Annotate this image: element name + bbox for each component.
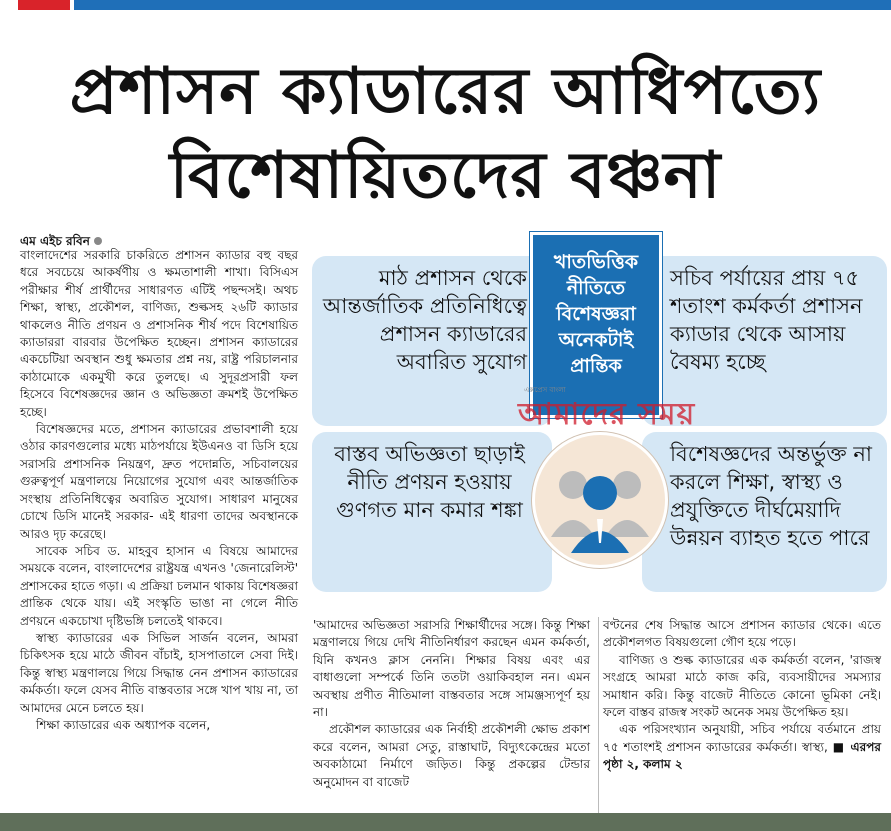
center-box: খাতভিত্তিক নীতিতে বিশেষজ্ঞরা অনেকটাই প্রান্তিক [530,232,662,418]
author-name: এম এইচ রবিন [20,234,90,248]
watermark-small-text: এক্সপ্রেস বাংলা [524,386,566,394]
paragraph: সাবেক সচিব ড. মাহবুব হাসান এ বিষয়ে আমাদের সময়কে বলেন, বাংলাদেশের রাষ্ট্রযন্ত্র এখনও 'জেনারেলিস্ট' প্রশাসকের হাতে গড়া। এ প্রক্রিয়া চলমান থাকায় বিশেষজ্ঞরা প্রান্তিক থেকে যায়। এই সংস্কৃতি ভাঙা না গেলে নীতি প্রণয়নে একচোখা দৃষ্টিভঙ্গি চলতেই থাকবে। [20,543,298,628]
continued-on-page: ■ এরপর পৃষ্ঠা ২, কলাম ২ [603,739,881,772]
paragraph: বিশেষজ্ঞদের মতে, প্রশাসন ক্যাডারের প্রভাবশালী হয়ে ওঠার কারণগুলোর মধ্যে মাঠপর্যায়ে ইউএনও বা ডিসি হয়ে সরাসরি প্রশাসনিক নিয়ন্ত্রণ, দ্রুত পদোন্নতি, সচিবালয়ের গুরুত্বপূর্ণ মন্ত্রণালয়ে নিয়োগের সুযোগ এবং আন্তর্জাতিক সংস্থায় প্রতিনিধিত্বের অবারিত সুযোগ। সাধারণ মানুষের চোখে ডিসি মানেই সরকার- এই ধারণা তাদের অবস্থানকে আরও দৃঢ় করেছে। [20,422,298,541]
paragraph: প্রকৌশল ক্যাডারের এক নির্বাহী প্রকৌশলী ক্ষোভ প্রকাশ করে বলেন, আমরা সেতু, রাস্তাঘাট, বিদ্যুৎকেন্দ্রের মতো অবকাঠামো নির্মাণে জড়িত। কিন্তু প্রকল্পের টেন্ডার অনুমোদন বা বাজেট [313,722,590,789]
point-top-right: সচিব পর্যায়ের প্রায় ৭৫ শতাংশ কর্মকর্তা প্রশাসন ক্যাডার থেকে আসায় বৈষম্য হচ্ছে [670,266,863,374]
point-top-left: মাঠ প্রশাসন থেকে আন্তর্জাতিক প্রতিনিধিত্বে প্রশাসন ক্যাডারের অবারিত সুযোগ [322,266,527,374]
top-bar-blue [74,0,891,10]
paragraph: বাণিজ্য ও শুল্ক ক্যাডারের এক কর্মকর্তা বলেন, 'রাজস্ব সংগ্রহে আমরা মাঠে কাজ করি, ব্যবসায়ীদের সমস্যার সমাধান করি। কিন্তু বাজেট নীতিতে কোনো ভূমিকা নেই। ফলে বাস্তব রাজস্ব সংকট অনেক সময় উপেক্ষিত হয়। [603,652,881,720]
team-icon [532,432,668,568]
headline [0,50,891,218]
paragraph-text: এক পরিসংখ্যান অনুযায়ী, সচিব পর্যায়ে বর্তমানে প্রায় ৭৫ শতাংশই প্রশাসন ক্যাডারের কর্মকর্তা। স্বাস্থ্য, [603,722,881,754]
article-column-2 [313,617,590,791]
paragraph: বাংলাদেশের সরকারি চাকরিতে প্রশাসন ক্যাডার বহু বছর ধরে সবচেয়ে আকর্ষণীয় ও ক্ষমতাশালী শাখা। বিসিএস পরীক্ষার শীর্ষ প্রার্থীদের সাধারণত এটিই পছন্দসই। অথচ শিক্ষা, স্বাস্থ্য, প্রকৌশল, বাণিজ্য, শুল্কসহ ২৬টি ক্যাডার থাকলেও নীতি প্রণয়ন ও প্রশাসনিক শীর্ষ পদে বিশেষায়িত ক্যাডাররা বারবার উপেক্ষিত হচ্ছেন। প্রশাসন ক্যাডারের একচেটিয়া অবস্থান শুধু ক্ষমতার প্রশ্ন নয়, রাষ্ট্র পরিচালনার কাঠামোকে একমুখী করে তুলছে। এ সুদূরপ্রসারী ফল হিসেবে বিশেষজ্ঞদের জ্ঞান ও অভিজ্ঞতা ক্রমশই উপেক্ষিত হচ্ছে। [20,248,298,419]
column-divider [598,617,599,813]
paragraph: 'আমাদের অভিজ্ঞতা সরাসরি শিক্ষার্থীদের সঙ্গে। কিন্তু শিক্ষা মন্ত্রণালয়ে গিয়ে দেখি নীতিনির্ধারণ করছেন এমন কর্মকর্তা, যিনি কখনও ক্লাস নেননি। শিক্ষার বিষয় এবং এর বাধাগুলো সম্পর্কে তিনি ততটা ওয়াকিবহাল নন। এমন অবস্থায় প্রণীত নীতিমালা বাস্তবতার সঙ্গে সামঞ্জস্যপূর্ণ হয় না। [313,618,590,720]
article-column-3 [603,617,881,774]
article-column-1 [20,247,298,734]
headline-line-1: প্রশাসন ক্যাডারের আধিপত্যে [69,55,822,129]
watermark-logo: আমাদের সময় [518,397,696,432]
people-icon [535,435,665,565]
paragraph: বণ্টনের শেষ সিদ্ধান্ত আসে প্রশাসন ক্যাডার থেকে। এতে প্রকৌশলগত বিষয়গুলো গৌণ হয়ে পড়ে। [603,618,881,650]
paragraph: শিক্ষা ক্যাডারের এক অধ্যাপক বলেন, [36,717,211,732]
paragraph: স্বাস্থ্য ক্যাডারের এক সিভিল সার্জন বলেন, আমরা চিকিৎসক হয়ে মাঠে জীবন বাঁচাই, হাসপাতালে সেবা দিই। কিন্তু স্বাস্থ্য মন্ত্রণালয়ে গিয়ে সিদ্ধান্ত নেন প্রশাসন ক্যাডারের কর্মকর্তা। ফলে যেসব নীতি বাস্তবতার সঙ্গে খাপ খায় না, তা আমাদের মেনে চলতে হয়। [20,630,298,715]
top-bar-red [18,0,70,10]
infographic [312,232,887,612]
point-bottom-left: বাস্তব অভিজ্ঞতা ছাড়াই নীতি প্রণয়ন হওয়ায় গুণগত মান কমার শঙ্কা [334,442,525,522]
bullet-icon [94,237,102,245]
paragraph [603,721,881,773]
headline-line-2: বিশেষায়িতদের বঞ্চনা [169,139,722,213]
bottom-photo-strip [0,813,891,831]
point-bottom-right: বিশেষজ্ঞদের অন্তর্ভুক্ত না করলে শিক্ষা, স্বাস্থ্য ও প্রযুক্তিতে দীর্ঘমেয়াদি উন্নয়ন ব্যাহত হতে পারে [670,442,872,550]
